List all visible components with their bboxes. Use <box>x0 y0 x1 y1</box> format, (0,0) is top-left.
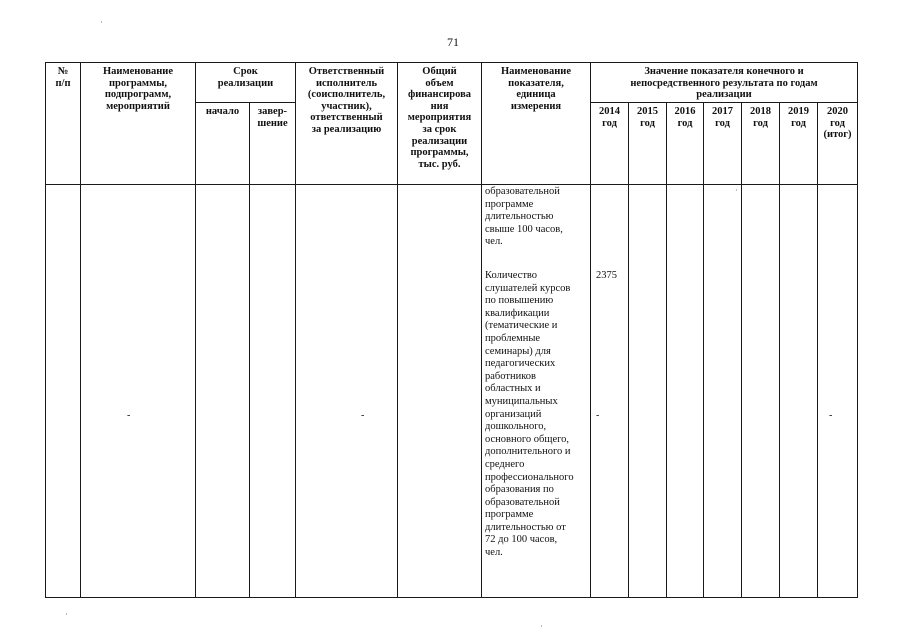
header-name: Наименование программы, подпрограмм, мероприятий <box>103 66 173 112</box>
col-border <box>779 102 780 598</box>
dash-name-col: - <box>127 410 131 421</box>
dash-funding-col: - <box>361 410 365 421</box>
header-values-title: Значение показателя конечного и непосредственного результата по годам реализации <box>630 66 818 100</box>
header-responsible: Ответственный исполнитель (соисполнитель, участник), ответственный за реализацию <box>307 66 386 135</box>
header-bottom-border <box>45 184 858 185</box>
header-year: 2015 год <box>637 106 658 129</box>
col-border <box>195 62 196 598</box>
col-border <box>249 102 250 598</box>
header-num: № п/п <box>55 66 71 89</box>
col-border <box>857 62 858 598</box>
header-year: 2018 год <box>750 106 771 129</box>
col-border <box>703 102 704 598</box>
indicator-continuation: образовательной программе длительностью свыше 100 часов, чел. <box>485 186 563 248</box>
header-year: 2014 год <box>599 106 620 129</box>
header-funding: Общий объем финансирова ния мероприятия за срок реализации программы, тыс. руб. <box>407 66 472 170</box>
col-border <box>295 62 296 598</box>
col-border <box>628 102 629 598</box>
scan-speck: · <box>540 622 543 631</box>
col-border <box>45 62 46 598</box>
col-border <box>741 102 742 598</box>
col-border <box>817 102 818 598</box>
dash-2020-col: - <box>829 410 833 421</box>
header-term: Срок реализации <box>217 66 274 89</box>
value-2014: 2375 <box>596 270 617 281</box>
header-start: начало <box>205 106 240 117</box>
dash-2014-col: - <box>596 410 600 421</box>
header-end: завер- шение <box>257 106 288 129</box>
col-border <box>666 102 667 598</box>
table-top-border <box>45 62 858 63</box>
table-bottom-border <box>45 597 858 598</box>
scan-speck: · <box>100 18 103 27</box>
scan-speck: · <box>735 186 738 195</box>
scan-speck: · <box>65 610 68 619</box>
header-year: 2016 год <box>674 106 696 129</box>
page-number: 71 <box>447 35 459 49</box>
col-border <box>80 62 81 598</box>
term-separator <box>195 102 295 103</box>
col-border <box>481 62 482 598</box>
header-year: 2017 год <box>712 106 733 129</box>
header-year: 2020 год (итог) <box>823 106 852 141</box>
indicator-listener-count: Количество слушателей курсов по повышению квалификации (тематические и проблемные семинары) для педагогических работников областных и муниципальных организаций дошкольного, основного общего, дополнительного и среднего профессионального образования по образовательной программе длительностью от 72 до 100 часов, чел. <box>485 270 574 559</box>
header-year: 2019 год <box>788 106 809 129</box>
header-indicator: Наименование показателя, единица измерения <box>501 66 571 112</box>
